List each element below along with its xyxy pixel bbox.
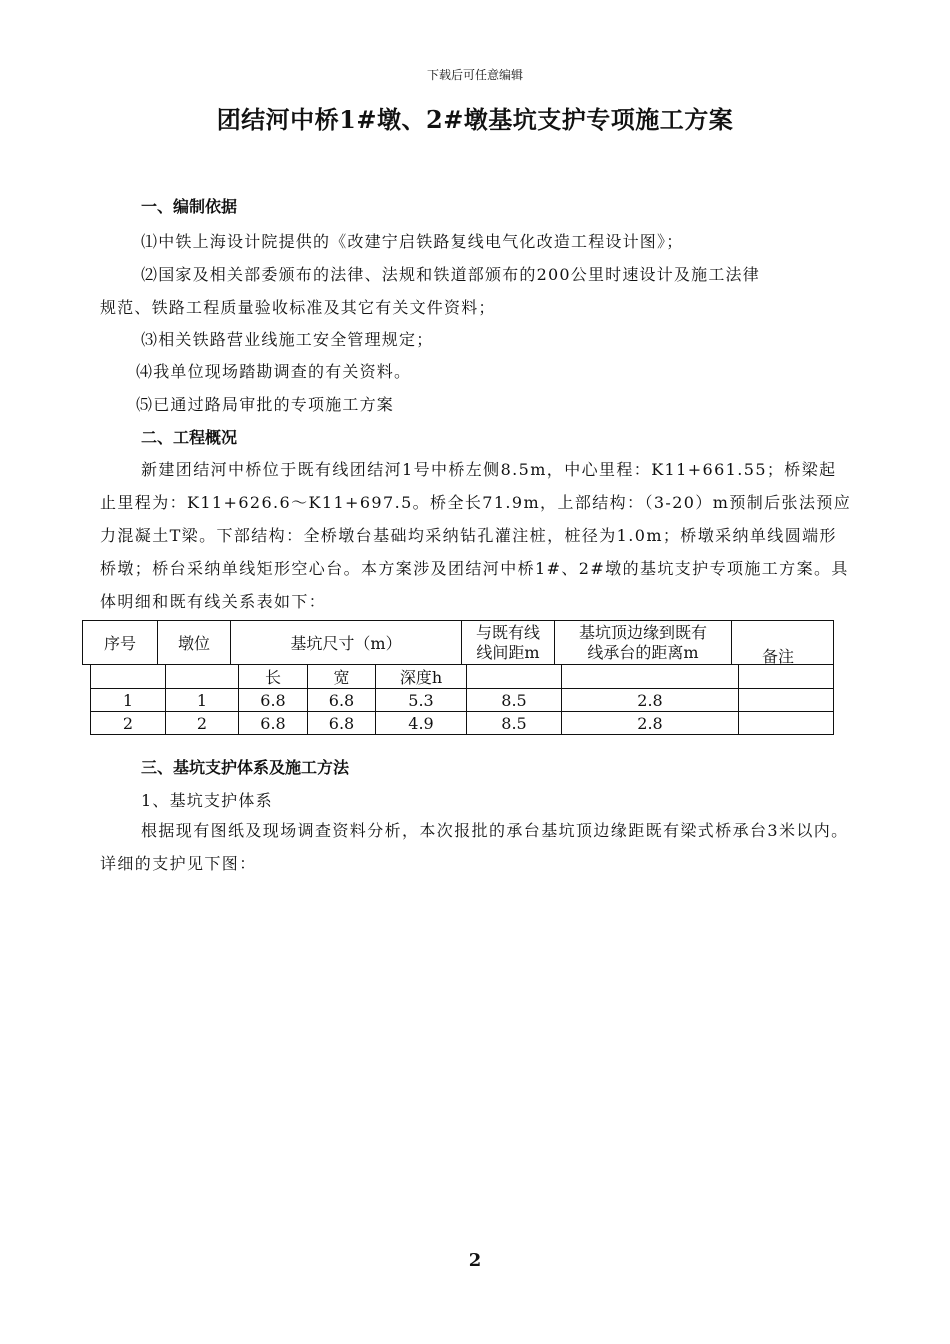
col-cap-distance-l2: 线承台的距离m [587,642,699,662]
col-remark-label: 备注 [762,647,795,666]
subhead-depth: 深度h [376,665,467,689]
cell-remark [739,689,834,712]
page-number: 2 [468,1250,482,1271]
cell-width: 6.8 [308,689,376,712]
cell-cap-distance: 2.8 [562,712,739,735]
basis-item-1: ⑴中铁上海设计院提供的《改建宁启铁路复线电气化改造工程设计图》； [141,232,684,251]
col-seq: 序号 [83,621,158,665]
basis-item-2: ⑵国家及相关部委颁布的法律、法规和铁道部颁布的200公里时速设计及施工法律 [141,265,760,284]
support-subheading: 1、基坑支护体系 [141,791,273,810]
section-heading-overview: 二、工程概况 [141,428,238,447]
subhead-blank-pier [166,665,239,689]
support-paragraph: 根据现有图纸及现场调查资料分析，本次报批的承台基坑顶边缘距既有梁式桥承台3米以内。详细的支护见下图： [100,821,849,873]
cell-length: 6.8 [239,712,308,735]
cell-seq: 1 [91,689,166,712]
pit-table-header [82,620,834,665]
section-heading-support: 三、基坑支护体系及施工方法 [141,758,350,777]
cell-line-distance: 8.5 [467,689,562,712]
subhead-blank-line [467,665,562,689]
cell-width: 6.8 [308,712,376,735]
table-row [91,712,834,735]
col-pit-size: 基坑尺寸（m） [231,621,462,665]
subhead-width: 宽 [308,665,376,689]
table-row [91,689,834,712]
basis-item-2-cont: 规范、铁路工程质量验收标准及其它有关文件资料； [100,298,496,317]
cell-seq: 2 [91,712,166,735]
col-line-distance-l2: 线间距m [476,642,540,662]
document-title: 团结河中桥1#墩、2#墩基坑支护专项施工方案 [216,105,734,134]
col-cap-distance-l1: 基坑顶边缘到既有 [578,622,707,642]
header-note: 下载后可任意编辑 [426,68,523,82]
cell-depth: 4.9 [376,712,467,735]
col-line-distance [462,621,555,665]
pit-table-body [90,664,834,735]
cell-pier: 1 [166,689,239,712]
col-cap-distance [555,621,732,665]
basis-item-3: ⑶相关铁路营业线施工安全管理规定； [141,330,434,349]
cell-depth: 5.3 [376,689,467,712]
basis-item-5: ⑸已通过路局审批的专项施工方案 [136,395,395,414]
section-heading-basis: 一、编制依据 [141,197,238,216]
col-line-distance-l1: 与既有线 [475,622,540,642]
cell-pier: 2 [166,712,239,735]
subhead-blank-seq [91,665,166,689]
cell-remark [739,712,834,735]
cell-length: 6.8 [239,689,308,712]
cell-line-distance: 8.5 [467,712,562,735]
overview-paragraph: 新建团结河中桥位于既有线团结河1号中桥左侧8.5m，中心里程：K11+661.55；桥梁起止里程为：K11+626.6～K11+697.5。桥全长71.9m，上部结构：（3-20）m预制后张法预应力混凝土T梁。下部结构：全桥墩台基础均采纳钻孔灌注桩，桩径为1.0m；桥墩采纳单线圆端形桥墩；桥台采纳单线矩形空心台。本方案涉及团结河中桥1#、2#墩的基坑支护专项施工方案。具体明细和既有线关系表如下： [100,460,852,611]
cell-cap-distance: 2.8 [562,689,739,712]
col-pier: 墩位 [158,621,231,665]
subhead-blank-remark [739,665,834,689]
basis-item-4: ⑷我单位现场踏勘调查的有关资料。 [136,362,412,381]
subhead-length: 长 [239,665,308,689]
subhead-blank-cap [562,665,739,689]
